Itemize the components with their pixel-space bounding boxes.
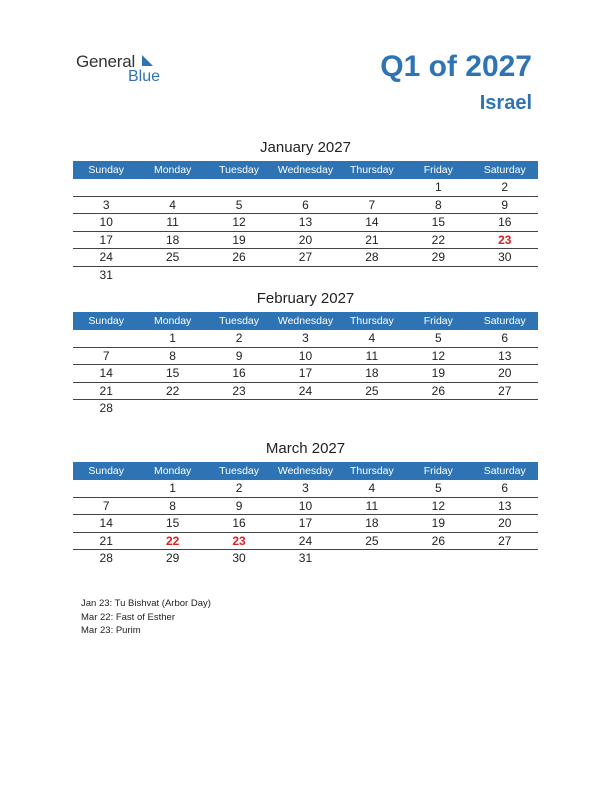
weekday-label: Wednesday <box>277 164 334 176</box>
weekday-label: Wednesday <box>277 315 334 327</box>
week-row <box>73 330 538 348</box>
day-cell: 28 <box>365 250 379 264</box>
weekday-label: Sunday <box>88 465 125 477</box>
weekday-label: Friday <box>423 315 453 327</box>
month-title: January 2027 <box>260 139 351 156</box>
empty-day-cell <box>339 400 405 418</box>
day-cell: 2 <box>501 180 509 194</box>
empty-day-cell <box>73 480 139 497</box>
empty-day-cell <box>405 400 471 418</box>
day-cell: 21 <box>99 383 113 398</box>
day-cell: 4 <box>169 197 176 212</box>
weekday-label: Monday <box>153 465 192 477</box>
day-cell: 17 <box>99 232 113 247</box>
day-cell: 23 <box>232 533 246 548</box>
day-cell: 27 <box>498 383 512 398</box>
day-cell: 23 <box>232 383 246 398</box>
day-cell: 8 <box>169 498 176 513</box>
day-cell: 19 <box>431 516 445 530</box>
day-cell: 18 <box>365 516 379 530</box>
holiday-notes <box>81 597 211 638</box>
empty-day-cell <box>472 267 538 285</box>
general-blue-logo <box>76 52 186 92</box>
day-cell: 2 <box>235 331 243 345</box>
day-cell: 5 <box>434 481 442 495</box>
weeks-container <box>73 330 538 418</box>
day-cell: 27 <box>298 250 313 264</box>
day-cell: 12 <box>431 348 445 363</box>
day-cell: 28 <box>99 551 113 565</box>
day-cell: 19 <box>431 366 445 380</box>
day-cell: 6 <box>501 331 509 345</box>
week-row <box>73 400 538 418</box>
day-cell: 6 <box>501 481 509 495</box>
day-cell: 3 <box>302 331 309 345</box>
day-cell: 31 <box>99 267 113 282</box>
day-cell: 25 <box>365 383 379 398</box>
day-cell: 27 <box>498 533 512 548</box>
weekday-label: Tuesday <box>219 315 259 327</box>
day-cell: 3 <box>302 481 309 495</box>
week-row <box>73 480 538 498</box>
empty-day-cell <box>73 179 139 196</box>
day-cell: 20 <box>498 516 512 530</box>
month-calendar-march <box>73 440 538 568</box>
day-cell: 10 <box>298 348 313 363</box>
week-row <box>73 550 538 568</box>
week-row <box>73 197 538 215</box>
week-row <box>73 232 538 250</box>
weekday-label: Wednesday <box>277 465 334 477</box>
day-cell: 16 <box>498 215 512 229</box>
day-cell: 11 <box>166 215 179 229</box>
day-cell: 6 <box>302 197 309 212</box>
empty-day-cell <box>472 550 538 568</box>
day-cell: 10 <box>298 498 313 513</box>
day-cell: 26 <box>431 383 445 398</box>
empty-day-cell <box>272 400 338 418</box>
holiday-note: Mar 23: Purim <box>81 625 141 636</box>
day-cell: 24 <box>298 383 313 398</box>
day-cell: 1 <box>169 331 176 345</box>
week-row <box>73 383 538 401</box>
day-cell: 22 <box>165 533 180 548</box>
logo-triangle-icon <box>140 53 154 67</box>
empty-day-cell <box>139 400 205 418</box>
day-cell: 31 <box>298 551 313 565</box>
day-cell: 8 <box>434 197 442 212</box>
day-cell: 1 <box>169 481 176 495</box>
day-cell: 2 <box>235 481 243 495</box>
day-cell: 11 <box>365 348 379 363</box>
week-row <box>73 515 538 533</box>
week-row <box>73 214 538 232</box>
day-cell: 24 <box>298 533 313 548</box>
day-cell: 14 <box>99 366 113 380</box>
empty-day-cell <box>206 179 272 196</box>
day-cell: 13 <box>498 498 512 513</box>
weekday-label: Monday <box>153 315 192 327</box>
weekday-label: Saturday <box>483 315 526 327</box>
day-cell: 14 <box>99 516 113 530</box>
day-cell: 30 <box>232 551 246 565</box>
day-cell: 21 <box>365 232 379 247</box>
day-cell: 5 <box>235 197 243 212</box>
day-cell: 9 <box>235 498 243 513</box>
week-row <box>73 267 538 285</box>
day-cell: 15 <box>165 516 180 530</box>
weekday-label: Tuesday <box>219 465 259 477</box>
week-row <box>73 179 538 197</box>
day-cell: 12 <box>232 215 246 229</box>
day-cell: 7 <box>102 348 110 363</box>
day-cell: 16 <box>232 366 246 380</box>
day-cell: 9 <box>235 348 243 363</box>
weekday-header <box>73 312 538 330</box>
day-cell: 22 <box>431 232 445 247</box>
day-cell: 28 <box>99 401 113 415</box>
day-cell: 20 <box>498 366 512 380</box>
empty-day-cell <box>272 267 338 285</box>
day-cell: 29 <box>165 551 180 565</box>
day-cell: 13 <box>498 348 512 363</box>
day-cell: 29 <box>431 250 445 264</box>
weekday-header <box>73 161 538 179</box>
empty-day-cell <box>139 267 205 285</box>
day-cell: 21 <box>99 533 113 548</box>
empty-day-cell <box>206 267 272 285</box>
holiday-note: Jan 23: Tu Bishvat (Arbor Day) <box>81 598 211 609</box>
quarter-title: Q1 of 2027 <box>380 50 532 83</box>
day-cell: 15 <box>165 366 180 380</box>
weekday-label: Tuesday <box>219 164 259 176</box>
day-cell: 1 <box>434 180 442 194</box>
holiday-note: Mar 22: Fast of Esther <box>81 611 175 623</box>
day-cell: 18 <box>165 232 180 247</box>
weekday-label: Friday <box>423 465 453 477</box>
day-cell: 23 <box>498 232 512 247</box>
weekday-label: Thursday <box>350 315 394 327</box>
day-cell: 15 <box>431 215 445 229</box>
empty-day-cell <box>139 179 205 196</box>
empty-day-cell <box>272 179 338 196</box>
month-title: March 2027 <box>265 440 346 457</box>
weekday-label: Saturday <box>483 465 526 477</box>
day-cell: 11 <box>365 498 379 513</box>
week-row <box>73 498 538 516</box>
week-row <box>73 533 538 551</box>
day-cell: 14 <box>365 215 379 229</box>
month-title: February 2027 <box>256 290 355 307</box>
country-name: Israel <box>479 92 532 114</box>
day-cell: 20 <box>298 232 313 247</box>
day-cell: 12 <box>431 498 445 513</box>
weekday-label: Friday <box>423 164 453 176</box>
week-row <box>73 365 538 383</box>
day-cell: 26 <box>232 250 246 264</box>
empty-day-cell <box>405 550 471 568</box>
weeks-container <box>73 480 538 568</box>
day-cell: 26 <box>431 533 445 548</box>
weekday-label: Thursday <box>350 164 394 176</box>
day-cell: 8 <box>169 348 176 363</box>
day-cell: 30 <box>498 250 512 264</box>
empty-day-cell <box>472 400 538 418</box>
weekday-label: Sunday <box>88 315 125 327</box>
empty-day-cell <box>405 267 471 285</box>
day-cell: 4 <box>368 331 376 345</box>
day-cell: 7 <box>102 498 110 513</box>
day-cell: 18 <box>365 366 379 380</box>
day-cell: 7 <box>368 197 376 212</box>
month-calendar-february <box>73 290 538 418</box>
weeks-container <box>73 179 538 284</box>
day-cell: 17 <box>298 366 313 380</box>
empty-day-cell <box>206 400 272 418</box>
weekday-label: Sunday <box>88 164 125 176</box>
week-row <box>73 348 538 366</box>
empty-day-cell <box>339 550 405 568</box>
day-cell: 17 <box>298 516 313 530</box>
day-cell: 25 <box>365 533 379 548</box>
day-cell: 25 <box>165 250 180 264</box>
empty-day-cell <box>339 267 405 285</box>
empty-day-cell <box>73 330 139 347</box>
week-row <box>73 249 538 267</box>
day-cell: 4 <box>368 481 376 495</box>
weekday-label: Thursday <box>350 465 394 477</box>
day-cell: 24 <box>99 250 113 264</box>
weekday-header <box>73 462 538 480</box>
day-cell: 22 <box>165 383 180 398</box>
day-cell: 10 <box>99 215 113 229</box>
weekday-label: Monday <box>153 164 192 176</box>
logo-general-text: General <box>76 52 136 71</box>
day-cell: 16 <box>232 516 246 530</box>
day-cell: 13 <box>298 215 313 229</box>
day-cell: 19 <box>232 232 246 247</box>
empty-day-cell <box>339 179 405 196</box>
day-cell: 3 <box>102 197 110 212</box>
logo-blue-text: Blue <box>128 68 161 85</box>
day-cell: 9 <box>501 197 509 212</box>
month-calendar-january <box>73 139 538 284</box>
weekday-label: Saturday <box>483 164 526 176</box>
day-cell: 5 <box>434 331 442 345</box>
